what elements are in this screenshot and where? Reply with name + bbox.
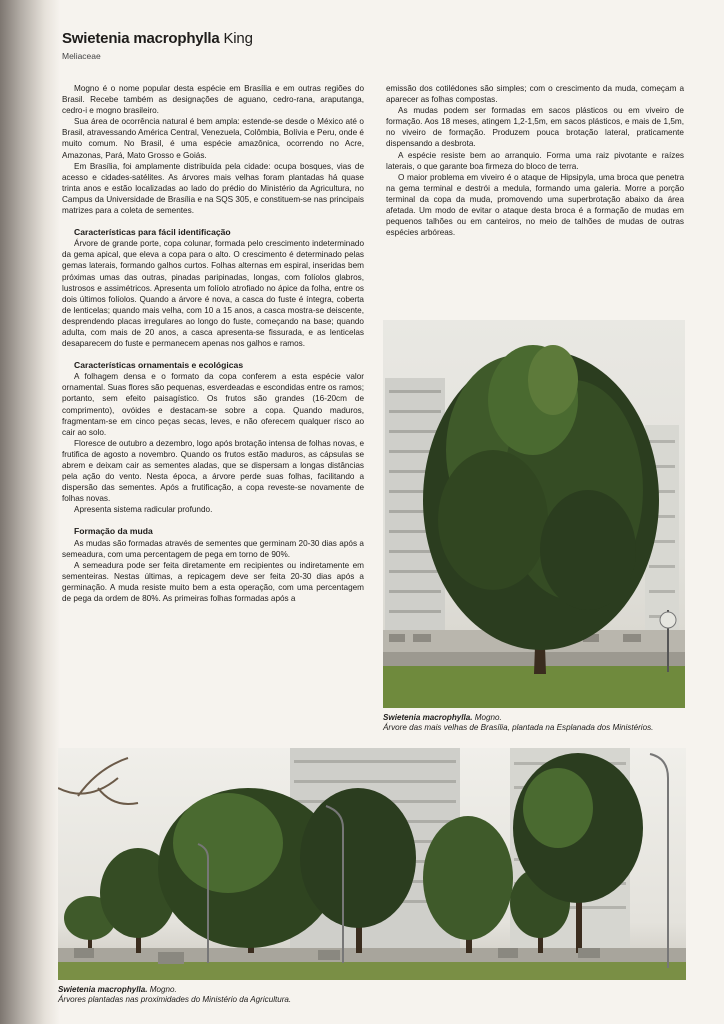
- title-species: Swietenia macrophylla: [62, 30, 220, 47]
- paragraph: A folhagem densa e o formato da copa conferem a esta espécie valor ornamental. Suas flores são pequenas, esverdeadas e escondidas entre os ramos; portanto, sem efeito paisagístico. Os frutos são grandes (16-20cm de comprimento), ovóides e destacam-se sobre a copa. Quando maduros, fragmentam-se em cinco peças secas, leves, e não oferecem qualquer risco ao cair ao solo.: [62, 372, 364, 437]
- caption-description: Árvores plantadas nas proximidades do Ministério da Agricultura.: [58, 995, 292, 1005]
- left-column: [62, 83, 364, 604]
- paragraph: A espécie resiste bem ao arranquio. Forma uma raiz pivotante e raízes laterais, o que garante boa firmeza do bloco de terra.: [386, 150, 684, 171]
- paragraph: Apresenta sistema radicular profundo.: [74, 505, 213, 515]
- paragraph: Mogno é o nome popular desta espécie em Brasília e em outras regiões do Brasil. Recebe também as designações de aguano, cedro-rana, araputanga, cedro-i e mogno brasileiro.: [62, 84, 364, 116]
- paragraph: Floresce de outubro a dezembro, logo após brotação intensa de folhas novas, e frutifica de agosto a novembro. Quando os frutos estão maduros, as cápsulas se abrem e deixam cair as sementes aladas, que se dispersam a longas distâncias pela ação do vento. Nesta época, a árvore perde suas folhas, facilitando a dispersão das sementes. Após a frutificação, a copa reveste-se novamente de folhas novas.: [62, 438, 364, 504]
- caption-description: Árvore das mais velhas de Brasília, plantada na Esplanada dos Ministérios.: [383, 723, 654, 733]
- paragraph: Em Brasília, foi amplamente distribuída pela cidade: ocupa bosques, vias de acesso e cidades-satélites. As árvores mais velhas foram plantadas há quase trinta anos e estão localizadas ao lado do prédio do Ministério da Agricultura, no Campus da Universidade de Brasília e na SQS 305, e constituem-se nas principais matrizes para a coleta de sementes.: [62, 161, 364, 216]
- photo-mahogany-tree: [383, 320, 685, 708]
- paragraph: O maior problema em viveiro é o ataque de Hipsipyla, uma broca que penetra na gema terminal e destrói a medula, formando uma galeria. Morre a porção terminal da copa da muda, promovendo uma superbrotação abaixo da área afetada. Um modo de evitar o ataque desta broca é a formação de mudas em pequenos talhões ou em canteiros, no meio de talhões de mudas de outras espécies arbóreas.: [386, 172, 684, 238]
- photo-mahogany-row: [58, 748, 686, 980]
- paragraph: As mudas são formadas através de sementes que germinam 20-30 dias após a semeadura, com uma percentagem de pega em torno de 90%.: [62, 538, 364, 559]
- paragraph: Sua área de ocorrência natural é bem ampla: estende-se desde o México até o Brasil, atravessando América Central, Venezuela, Colômbia, Bolívia e Peru, onde é muito comum. No Brasil, é uma espécie amazônica, ocorrendo no Acre, Amazonas, Pará, Mato Grosso e Goiás.: [62, 117, 364, 160]
- caption-species: Swietenia macrophylla.: [383, 713, 473, 722]
- caption-species: Swietenia macrophylla.: [58, 985, 148, 994]
- caption-common-name: Mogno.: [474, 713, 502, 722]
- paragraph: A semeadura pode ser feita diretamente em recipientes ou indiretamente em sementeiras. Nestas últimas, a repicagem deve ser feita 20-30 dias após a germinação. A muda resiste muito bem a esta operação, com uma percentagem de pega da ordem de 80%. As primeiras folhas formadas após a: [62, 560, 364, 604]
- title-author: King: [223, 30, 253, 47]
- caption-common-name: Mogno.: [149, 985, 177, 994]
- page-gutter-shadow: [0, 0, 60, 1024]
- photo2-caption: [58, 985, 678, 1006]
- page-title: [62, 30, 253, 47]
- paragraph: emissão dos cotilédones são simples; com o crescimento da muda, começam a aparecer as folhas compostas.: [386, 84, 684, 105]
- family-name: Meliaceae: [62, 51, 101, 61]
- right-column: [386, 83, 684, 238]
- paragraph: Árvore de grande porte, copa colunar, formada pelo crescimento indeterminado da gema apical, que eleva a copa para o alto. O crescimento é determinado pelas gemas laterais, formando galhos curtos. Folhas alternas em espiral, inseridas bem próximas umas das outras, pinadas paripinadas, longas, com folíolos glabros, lustrosos e assimétricos. Apresenta um folíolo atrofiado no ápice da folha, entre os dois últimos folíolos. Quando a árvore é nova, a casca do fuste é íntegra, coberta de lenticelas; quando mais velha, com 10 a 15 anos, a casca mostra-se deiscente, desprendendo placas irregulares ao longo do fuste, começando na base; quando adulta, com mais de 20 anos, a casca apresenta-se fissurada, e as lenticelas desaparecem do fuste e permanecem apenas nos galhos e ramos.: [62, 239, 364, 349]
- section-heading-ornamental: Características ornamentais e ecológicas: [74, 360, 244, 371]
- photo1-caption: [383, 713, 683, 734]
- paragraph: As mudas podem ser formadas em sacos plásticos ou em viveiro de formação. Aos 18 meses, atingem 1,2-1,5m, em sacos plásticos, e mais de 1,5m, no viveiro de formação. Produzem pouca brotação lateral, praticamente dispensando a desbrota.: [386, 106, 684, 149]
- section-heading-identification: Características para fácil identificação: [74, 227, 231, 238]
- section-heading-seedling: Formação da muda: [74, 526, 153, 537]
